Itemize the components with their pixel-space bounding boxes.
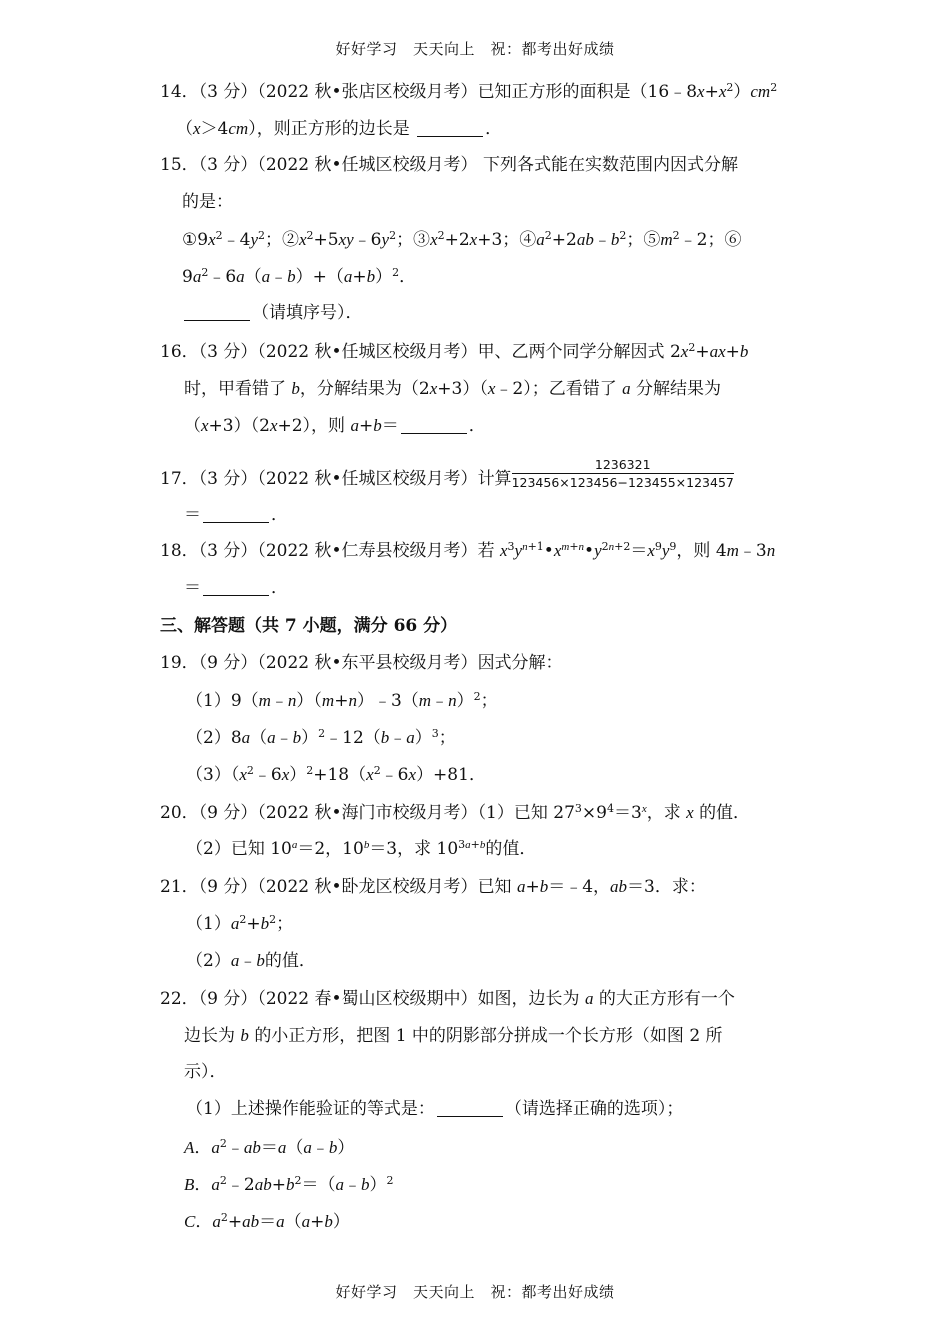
- question-21-part-2: （2）a﹣b的值．: [186, 951, 316, 971]
- answer-blank: [184, 306, 250, 321]
- section-title: 三、解答题（共 7 小题，满分 66 分）: [160, 616, 458, 636]
- question-14: 14．（3 分）（2022 秋•张店区校级月考）已知正方形的面积是$(16﹣8x+x^2)cm^2$: [160, 81, 778, 102]
- question-18: 18．（3 分）（2022 秋•仁寿县校级月考）若 $x^3y^{n+1}•x^{m+n}•y^{2n+2}=x^9y^9$，则 4m﹣3n: [160, 540, 776, 561]
- page-header: 好好学习 天天向上 祝：都考出好成绩: [335, 40, 615, 58]
- question-15-cont: 的是：: [182, 192, 233, 212]
- option-a: A．$a^2﹣ab=a(a﹣b)$: [184, 1137, 355, 1158]
- question-15-options: $①9x^2﹣4y^2$；$②x^2+5xy﹣6y^2$；$③x^2+2x+3$；$④a^2+2ab﹣b^2$；$⑤m^2﹣2$；⑥: [182, 229, 742, 250]
- question-19-part-2: （2）8a（a﹣b）$^2$﹣12（b﹣a）$^3$；: [186, 727, 456, 748]
- question-17-cont: ＝ ．: [184, 505, 288, 525]
- question-19-part-3: $(3)(x^2﹣6x)^2+18(x^2﹣6x)+81$．: [186, 764, 486, 785]
- question-17: 17．（3 分）（2022 秋•任城区校级月考）计算 $\frac{1236321}{123456\times 123456-123455\times 123457}$: [160, 457, 734, 490]
- answer-blank: [203, 581, 269, 596]
- question-14-cont: （x＞4cm），则正方形的边长是 ．: [176, 119, 503, 139]
- question-16: 16．（3 分）（2022 秋•任城区校级月考）甲、乙两个同学分解因式 $2x^2+ax+b$: [160, 341, 749, 362]
- question-15-options-cont: $9a^2﹣6a(a﹣b)+(a+b)^2$．: [182, 266, 417, 287]
- question-22-part-1: （1）上述操作能验证的等式是： （请选择正确的选项）；: [186, 1099, 684, 1119]
- question-22-cont: 边长为 b 的小正方形，把图 1 中的阴影部分拼成一个长方形（如图 2 所: [184, 1026, 723, 1046]
- option-c: C．$a^2+ab=a(a+b)$: [184, 1211, 350, 1232]
- fraction: [512, 457, 734, 490]
- question-22: 22．（9 分）（2022 春•蜀山区校级期中）如图，边长为 a 的大正方形有一个: [160, 989, 735, 1009]
- question-19: 19．（9 分）（2022 秋•东平县校级月考）因式分解：: [160, 653, 563, 673]
- answer-blank: [203, 508, 269, 523]
- question-16-cont2: （x+3）（2x+2），则 a+b＝ ．: [184, 416, 486, 436]
- fraction-denominator: 123456×123456−123455×123457: [511, 475, 734, 490]
- question-18-cont: ＝ ．: [184, 578, 288, 598]
- answer-blank: [401, 419, 467, 434]
- question-20: 20．（9 分）（2022 秋•海门市校级月考）（1）已知 $27^3\times 9^4=3^x$，求 x 的值．: [160, 802, 751, 823]
- option-b: B．$a^2﹣2ab+b^2=(a﹣b)^2$: [184, 1174, 394, 1195]
- question-21: 21．（9 分）（2022 秋•卧龙区校级月考）已知 a+b＝﹣4，ab＝3．求：: [160, 877, 706, 897]
- question-19-part-1: （1）9（m﹣n）（m+n）﹣3（m﹣n）$^2$；: [186, 690, 498, 711]
- question-21-part-1: $(1)a^2+b^2$；: [186, 913, 294, 934]
- fraction-numerator: 1236321: [512, 457, 734, 474]
- question-16-cont: 时，甲看错了 b，分解结果为（2x+3）（x﹣2）；乙看错了 a 分解结果为: [184, 379, 722, 399]
- page-footer: 好好学习 天天向上 祝：都考出好成绩: [335, 1283, 615, 1301]
- answer-blank: [417, 122, 483, 137]
- answer-blank: [437, 1102, 503, 1117]
- question-15: 15．（3 分）（2022 秋•任城区校级月考） 下列各式能在实数范围内因式分解: [160, 155, 738, 175]
- question-15-answer: （请填序号）．: [182, 305, 363, 322]
- question-22-cont2: 示）．: [184, 1062, 227, 1082]
- question-20-part-2: （2）已知 $10^a=2$，$10^b=3$，求 $10^{3a+b}$的值．: [186, 838, 537, 859]
